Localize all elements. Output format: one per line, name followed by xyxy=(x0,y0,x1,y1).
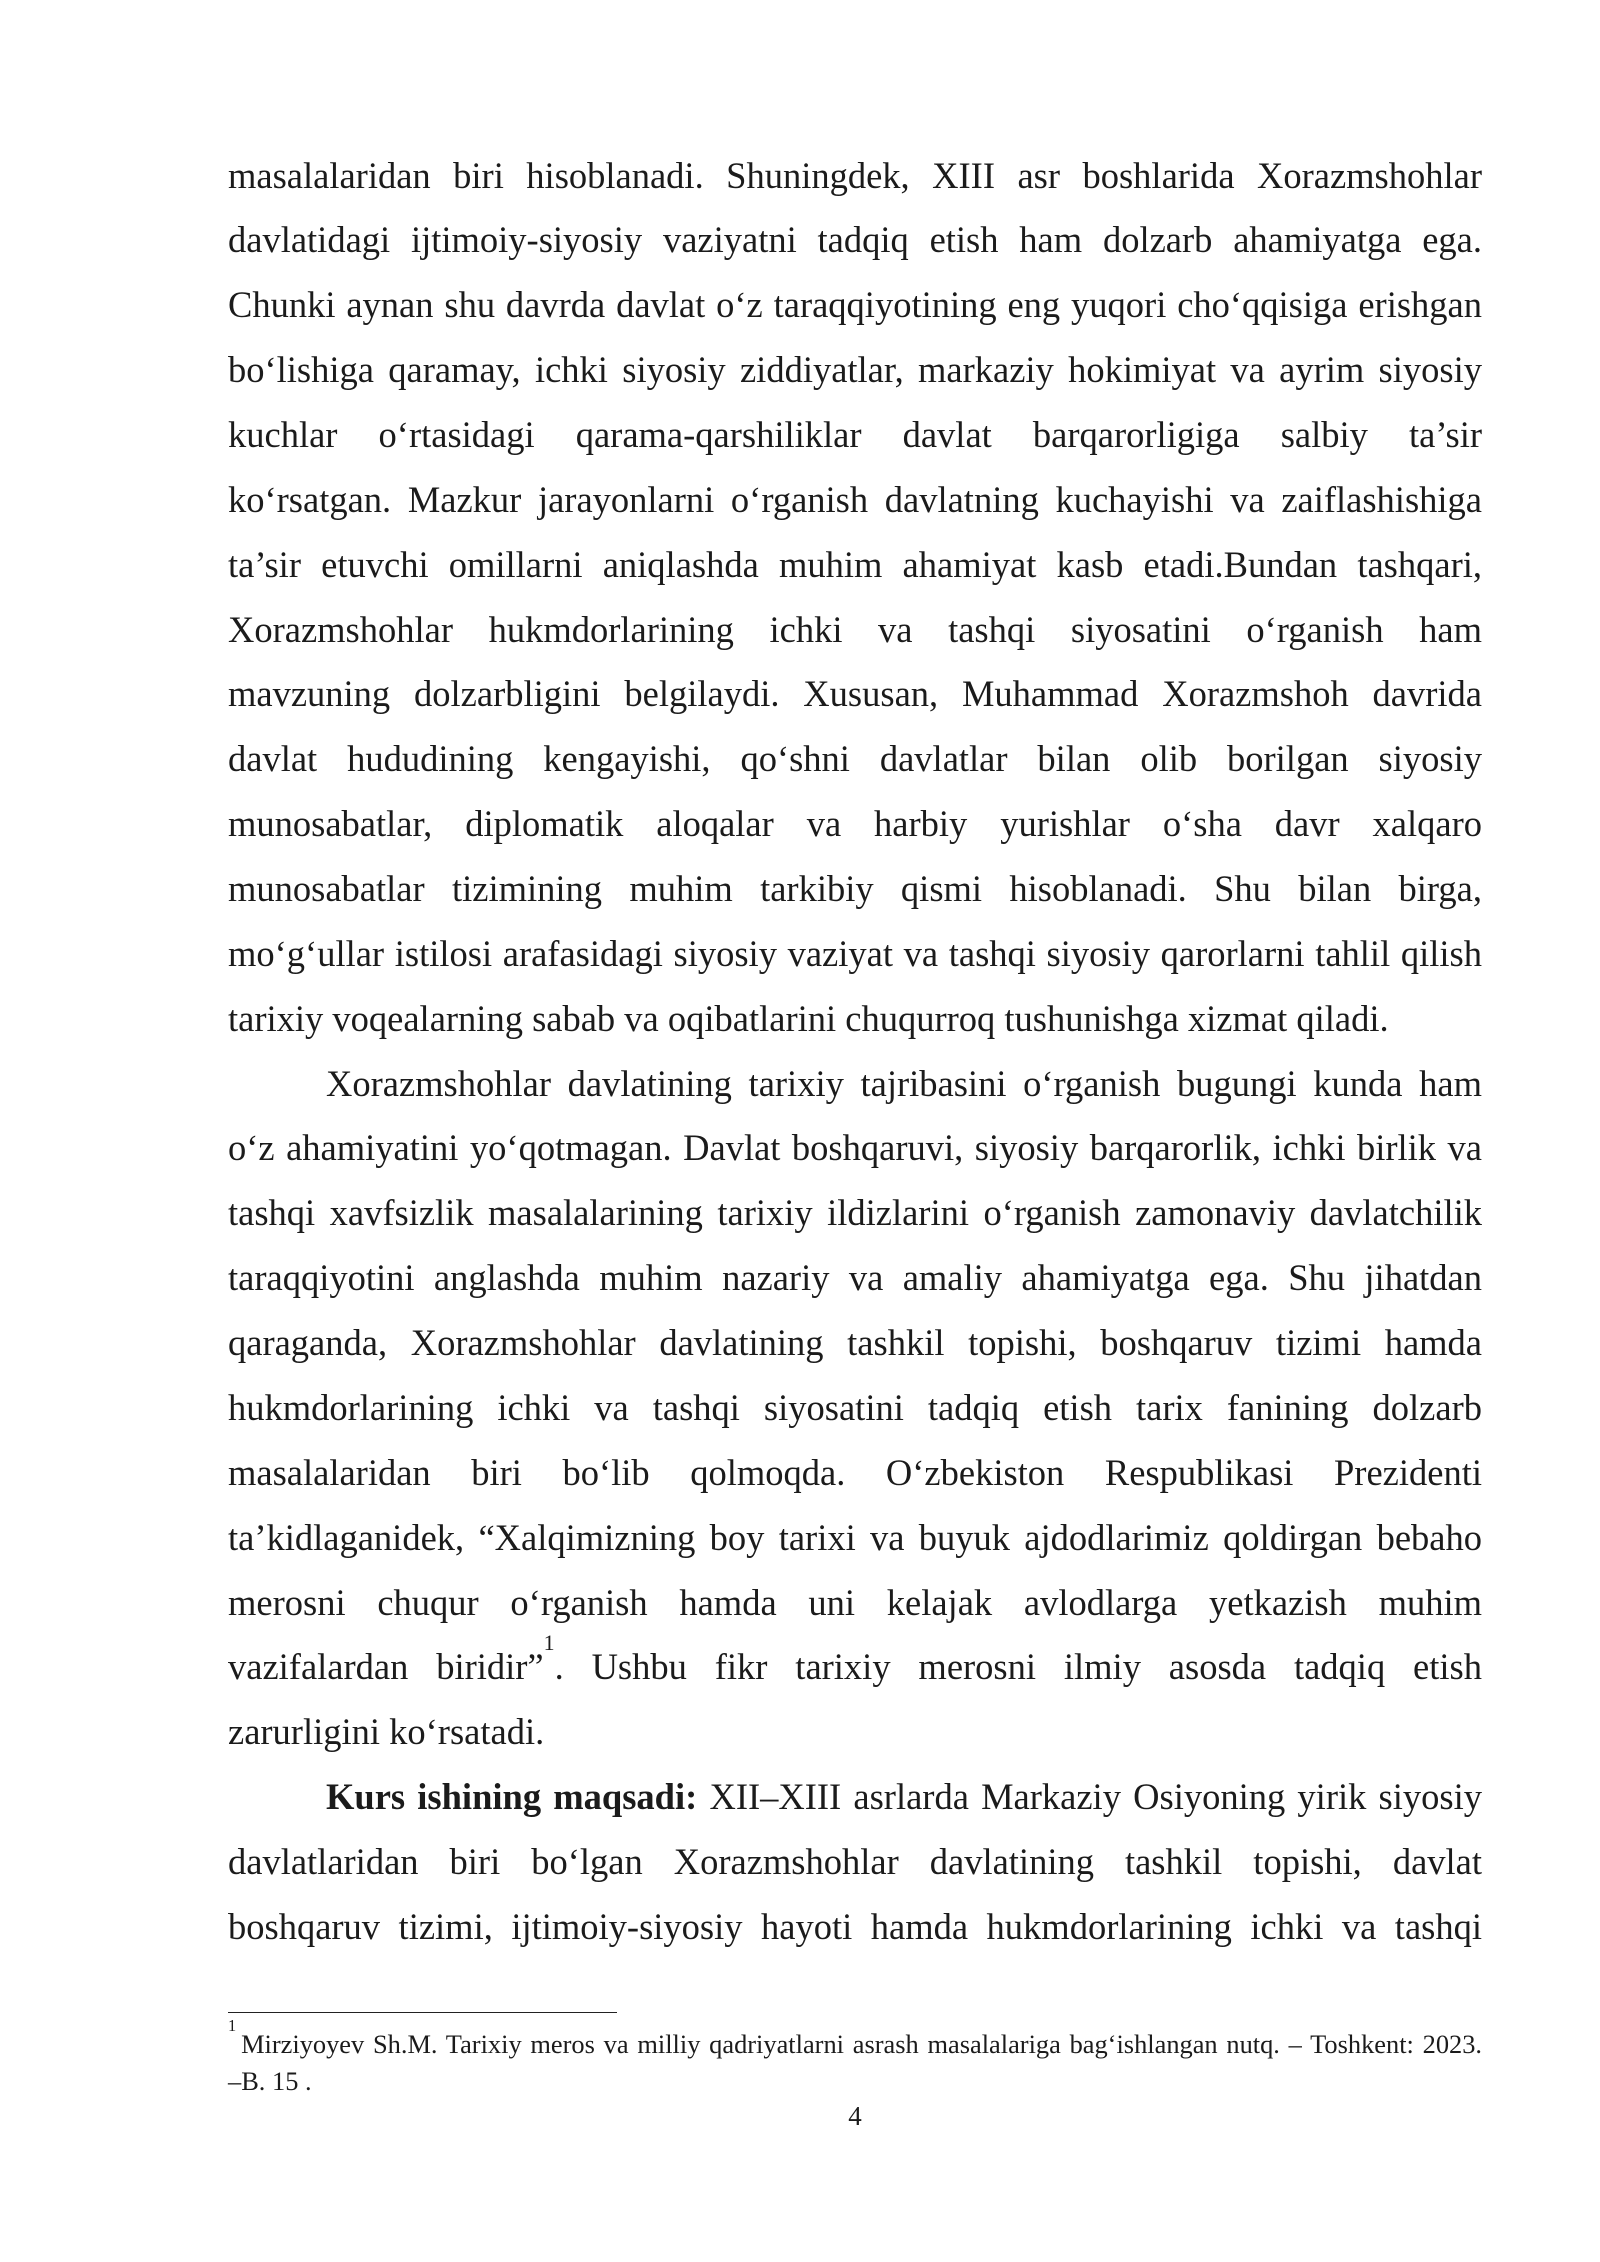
text-line: davlatlaridan biri bo‘lgan Xorazmshohlar davlatining tashkil topishi, davlat xyxy=(228,1840,1482,1882)
text-line: qaraganda, Xorazmshohlar davlatining tashkil topishi, boshqaruv tizimi hamda xyxy=(228,1322,1482,1364)
text-line: tashqi xavfsizlik masalalarining tarixiy ildizlarini o‘rganish zamonaviy davlatchilik xyxy=(228,1192,1482,1234)
text-line: munosabatlar tizimining muhim tarkibiy qismi hisoblanadi. Shu bilan birga, xyxy=(228,868,1482,910)
text-line: Chunki aynan shu davrda davlat o‘z taraqqiyotining eng yuqori cho‘qqisiga erishgan xyxy=(228,284,1482,326)
text-line: zarurligini ko‘rsatadi. xyxy=(228,1711,545,1753)
paragraph xyxy=(228,1052,1482,1765)
text-line: tarixiy voqealarning sabab va oqibatlarini chuqurroq tushunishga xizmat qiladi. xyxy=(228,997,1389,1039)
text-line: bo‘lishiga qaramay, ichki siyosiy ziddiyatlar, markaziy hokimiyat va ayrim siyosiy xyxy=(228,349,1482,391)
text-line: ta’kidlaganidek, “Xalqimizning boy tarixi va buyuk ajdodlarimiz qoldirgan bebaho xyxy=(228,1516,1482,1558)
text-segment: XII–XIII asrlarda Markaziy Osiyoning yirik siyosiy xyxy=(697,1776,1482,1818)
text-line xyxy=(228,1765,1482,1830)
text-line: hukmdorlarining ichki va tashqi siyosatini tadqiq etish tarix fanining dolzarb xyxy=(228,1386,1482,1428)
footnote xyxy=(228,2016,1482,2100)
text-line: taraqqiyotini anglashda muhim nazariy va amaliy ahamiyatga ega. Shu jihatdan xyxy=(228,1257,1482,1299)
footnote-separator xyxy=(228,2012,617,2013)
text-line: mavzuning dolzarbligini belgilaydi. Xususan, Muhammad Xorazmshoh davrida xyxy=(228,673,1482,715)
text-line: davlatidagi ijtimoiy-siyosiy vaziyatni tadqiq etish ham dolzarb ahamiyatga ega. xyxy=(228,219,1482,261)
footnote-text: –B. 15 . xyxy=(228,2065,312,2096)
footnote-marker: 1 xyxy=(228,2016,237,2036)
text-line: ko‘rsatgan. Mazkur jarayonlarni o‘rganish davlatning kuchayishi va zaiflashishiga xyxy=(228,478,1482,520)
text-line: munosabatlar, diplomatik aloqalar va harbiy yurishlar o‘sha davr xalqaro xyxy=(228,803,1482,845)
text-line: davlat hududining kengayishi, qo‘shni davlatlar bilan olib borilgan siyosiy xyxy=(228,738,1482,780)
text-line: masalalaridan biri hisoblanadi. Shuningdek, XIII asr boshlarida Xorazmshohlar xyxy=(228,154,1482,196)
footnote-line xyxy=(228,2063,1482,2100)
text-line: Xorazmshohlar hukmdorlarining ichki va tashqi siyosatini o‘rganish ham xyxy=(228,608,1482,650)
footnote-reference: 1 xyxy=(543,1629,555,1655)
footnote-line xyxy=(228,2016,1482,2063)
page-number: 4 xyxy=(848,2100,862,2131)
text-line: ta’sir etuvchi omillarni aniqlashda muhim ahamiyat kasb etadi.Bundan tashqari, xyxy=(228,543,1482,585)
text-line: masalalaridan biri bo‘lib qolmoqda. O‘zbekiston Respublikasi Prezidenti xyxy=(228,1451,1482,1493)
text-line xyxy=(228,1629,1482,1700)
footnote-text: Mirziyoyev Sh.M. Tarixiy meros va milliy qadriyatlarni asrash masalalariga bag‘ishlangan nutq. – Toshkent: 2023. xyxy=(241,2028,1482,2059)
text-line: mo‘g‘ullar istilosi arafasidagi siyosiy vaziyat va tashqi siyosiy qarorlarni tahlil qilish xyxy=(228,932,1482,974)
text-line: o‘z ahamiyatini yo‘qotmagan. Davlat boshqaruvi, siyosiy barqarorlik, ichki birlik va xyxy=(228,1127,1482,1169)
text-segment: . Ushbu fikr tarixiy merosni ilmiy asosda tadqiq etish xyxy=(554,1646,1482,1688)
body-text xyxy=(228,144,1482,1960)
text-line: kuchlar o‘rtasidagi qarama-qarshiliklar davlat barqarorligiga salbiy ta’sir xyxy=(228,414,1482,456)
text-segment: vazifalardan biridir” xyxy=(228,1646,544,1688)
paragraph xyxy=(228,1765,1482,1960)
text-line: boshqaruv tizimi, ijtimoiy-siyosiy hayoti hamda hukmdorlarining ichki va tashqi xyxy=(228,1905,1482,1947)
paragraph xyxy=(228,144,1482,1052)
text-line: Xorazmshohlar davlatining tarixiy tajribasini o‘rganish bugungi kunda ham xyxy=(326,1062,1482,1104)
text-line: merosni chuqur o‘rganish hamda uni kelajak avlodlarga yetkazish muhim xyxy=(228,1581,1482,1623)
paragraph-lead-in: Kurs ishining maqsadi: xyxy=(326,1776,698,1818)
